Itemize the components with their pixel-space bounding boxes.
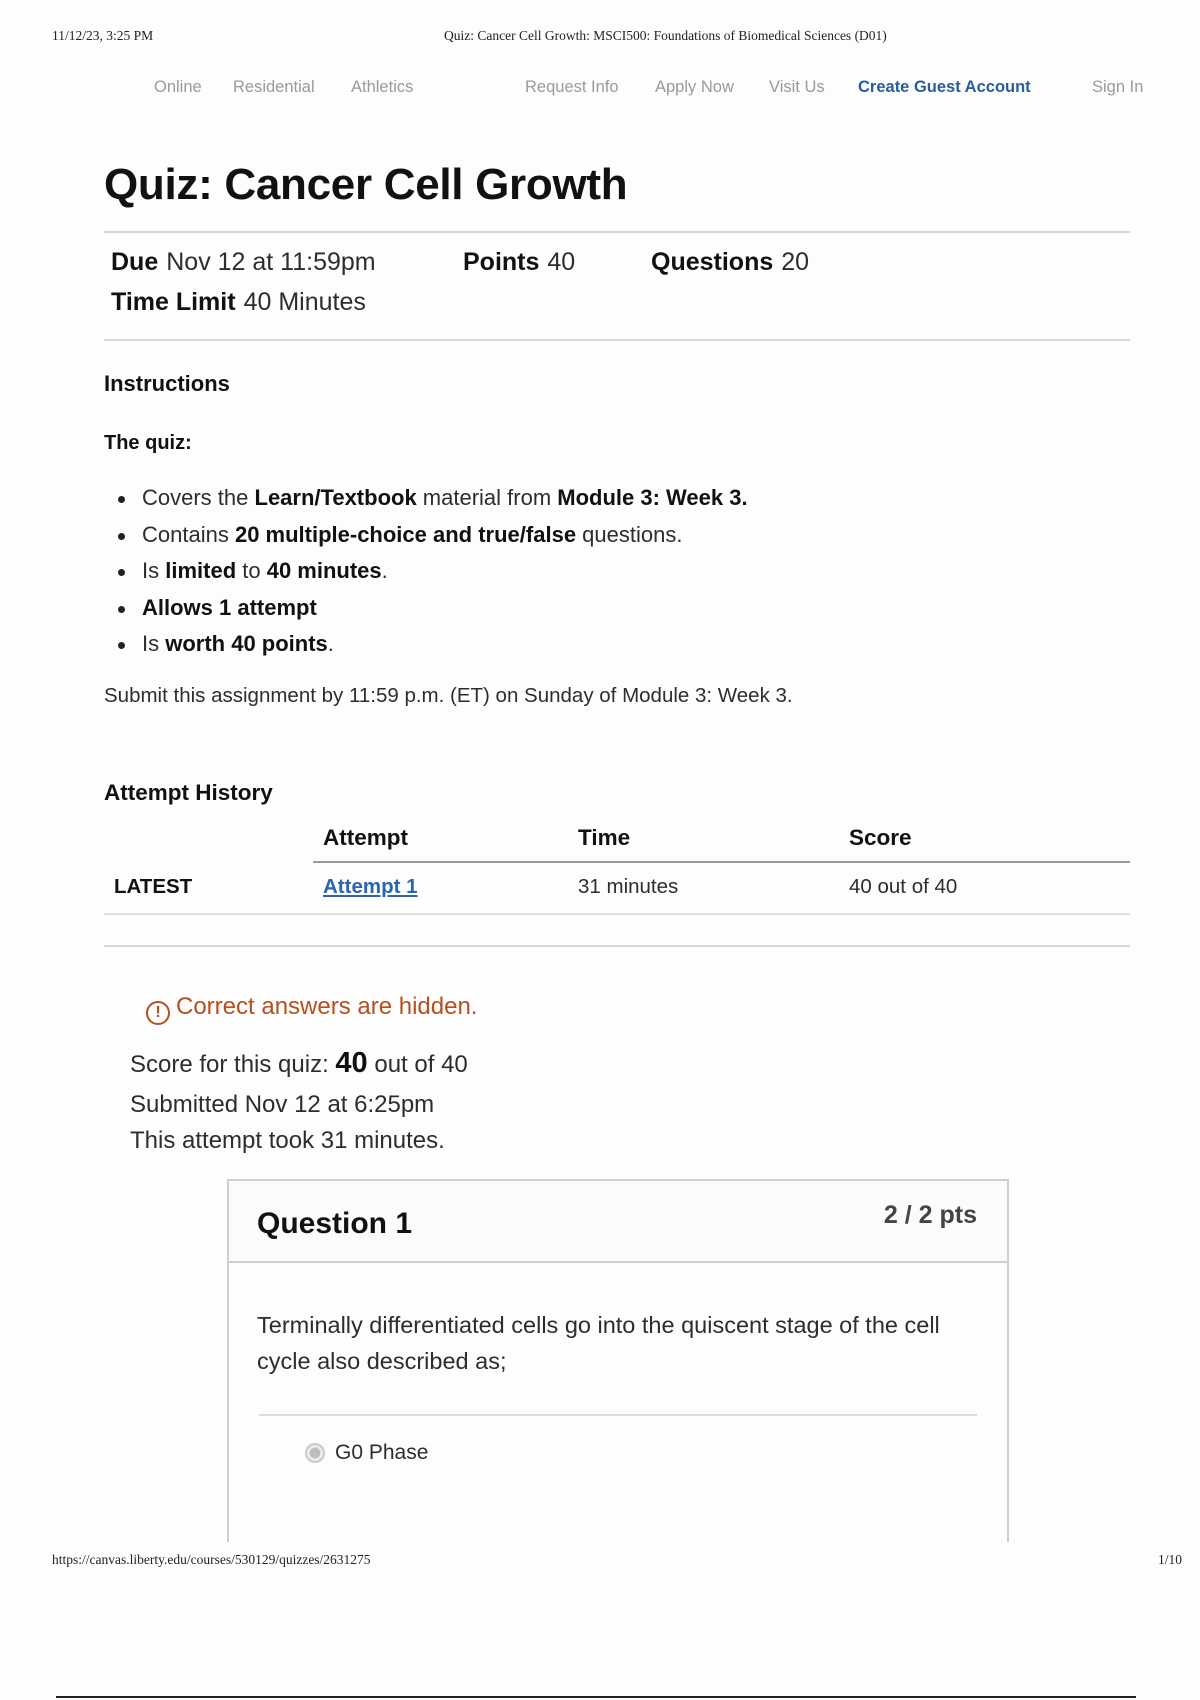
points bbox=[463, 248, 575, 277]
answer-label: G0 Phase bbox=[335, 1441, 429, 1464]
title-divider bbox=[104, 231, 1130, 233]
nav-residential[interactable]: Residential bbox=[233, 78, 315, 96]
page-title: Quiz: Cancer Cell Growth bbox=[104, 160, 628, 209]
nav-sign-in[interactable]: Sign In bbox=[1092, 78, 1144, 96]
list-item: Is limited to 40 minutes. bbox=[142, 553, 748, 590]
print-datetime: 11/12/23, 3:25 PM bbox=[52, 28, 154, 43]
time-limit-label: Time Limit bbox=[111, 288, 236, 316]
question-divider bbox=[259, 1414, 977, 1416]
questions-label: Questions bbox=[651, 248, 774, 276]
nav-apply-now[interactable]: Apply Now bbox=[655, 78, 734, 96]
answer-option[interactable] bbox=[305, 1441, 428, 1465]
latest-badge: LATEST bbox=[114, 875, 193, 898]
meta-divider bbox=[104, 339, 1130, 341]
print-url: https://canvas.liberty.edu/courses/530129/quizzes/2631275 bbox=[52, 1552, 371, 1567]
attempt-score: 40 out of 40 bbox=[849, 875, 958, 898]
time-limit-value: 40 Minutes bbox=[243, 288, 366, 316]
print-footer bbox=[52, 1552, 1182, 1572]
list-item: Covers the Learn/Textbook material from Module 3: Week 3. bbox=[142, 480, 748, 517]
correct-answers-hidden-notice bbox=[146, 993, 477, 1025]
column-header-score: Score bbox=[849, 825, 912, 850]
questions-count bbox=[651, 248, 809, 277]
top-nav bbox=[0, 78, 1200, 102]
due-label: Due bbox=[111, 248, 159, 276]
nav-athletics[interactable]: Athletics bbox=[351, 78, 414, 96]
page-number: 1/10 bbox=[1157, 1552, 1182, 1567]
list-item: Allows 1 attempt bbox=[142, 590, 748, 627]
due-date bbox=[111, 248, 376, 277]
points-label: Points bbox=[463, 248, 540, 276]
list-item: Is worth 40 points. bbox=[142, 626, 748, 663]
due-value: Nov 12 at 11:59pm bbox=[166, 248, 376, 276]
list-item: Contains 20 multiple-choice and true/false questions. bbox=[142, 517, 748, 554]
submit-deadline-note: Submit this assignment by 11:59 p.m. (ET) on Sunday of Module 3: Week 3. bbox=[104, 684, 793, 707]
instructions-heading: Instructions bbox=[104, 371, 230, 396]
bottom-rule bbox=[56, 1696, 1136, 1698]
nav-create-guest-account[interactable]: Create Guest Account bbox=[858, 78, 1031, 96]
submitted-at: Submitted Nov 12 at 6:25pm bbox=[130, 1091, 435, 1118]
table-row-divider bbox=[104, 913, 1130, 915]
column-header-time: Time bbox=[578, 825, 631, 850]
instructions-subheading: The quiz: bbox=[104, 432, 192, 454]
question-title: Question 1 bbox=[257, 1207, 413, 1240]
attempt-time: 31 minutes bbox=[578, 875, 679, 898]
section-divider bbox=[104, 945, 1130, 947]
questions-value: 20 bbox=[781, 248, 810, 276]
attempt-duration: This attempt took 31 minutes. bbox=[130, 1127, 445, 1154]
attempt-history-heading: Attempt History bbox=[104, 780, 273, 805]
radio-button[interactable] bbox=[305, 1443, 325, 1463]
nav-visit-us[interactable]: Visit Us bbox=[769, 78, 825, 96]
print-title: Quiz: Cancer Cell Growth: MSCI500: Foundations of Biomedical Sciences (D01) bbox=[444, 28, 887, 43]
hidden-note-text: Correct answers are hidden. bbox=[176, 993, 478, 1020]
question-header bbox=[229, 1181, 1007, 1263]
quiz-score: Score for this quiz: 40 out of 40 bbox=[130, 1047, 468, 1079]
question-card bbox=[227, 1179, 1009, 1542]
question-text: Terminally differentiated cells go into the quiscent stage of the cell cycle also described as; bbox=[257, 1312, 940, 1374]
table-header-divider bbox=[313, 861, 1130, 863]
nav-online[interactable]: Online bbox=[154, 78, 202, 96]
points-value: 40 bbox=[547, 248, 576, 276]
time-limit bbox=[111, 288, 366, 317]
nav-request-info[interactable]: Request Info bbox=[525, 78, 619, 96]
column-header-attempt: Attempt bbox=[323, 825, 408, 850]
warning-icon: ! bbox=[146, 1001, 170, 1025]
print-header bbox=[52, 28, 1100, 48]
question-points: 2 / 2 pts bbox=[883, 1201, 977, 1229]
attempt-link[interactable]: Attempt 1 bbox=[323, 875, 418, 898]
instructions-list bbox=[142, 480, 748, 663]
score-value: 40 bbox=[335, 1047, 368, 1079]
